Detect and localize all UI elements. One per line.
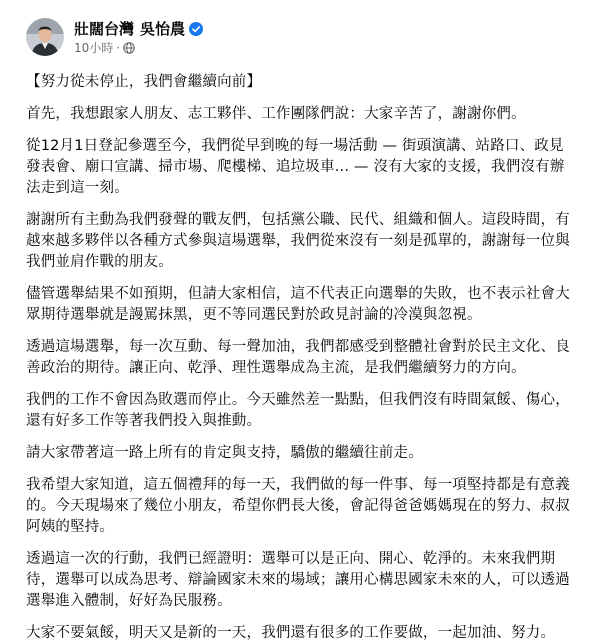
avatar[interactable]: [26, 18, 64, 56]
page-name-link[interactable]: 壯闊台灣: [74, 19, 135, 38]
post-paragraph: 儘管選舉結果不如預期，但請大家相信，這不代表正向選舉的失敗，也不表示社會大眾期待選舉就是謾罵抹黑，更不等同選民對於政見討論的冷漠與忽視。: [26, 286, 570, 323]
post-paragraph: 大家不要氣餒，明天又是新的一天，我們還有很多的工作要做，一起加油、努力。: [26, 625, 556, 641]
post-meta: [74, 19, 203, 56]
globe-icon[interactable]: [123, 42, 135, 54]
post-paragraph: 透過這場選舉，每一次互動、每一聲加油，我們都感受到整體社會對於民主文化、良善政治的期待。讓正向、乾淨、理性選舉成為主流，是我們繼續努力的方向。: [26, 339, 570, 376]
meta-separator: ·: [116, 40, 121, 55]
post-paragraph: 透過這一次的行動，我們已經證明：選舉可以是正向、開心、乾淨的。未來我們期待，選舉可以成為思考、辯論國家未來的場域；讓用心構思國家未來的人，可以透過選舉進入體制，好好為民服務。: [26, 551, 570, 609]
post-paragraph: 我希望大家知道，這五個禮拜的每一天，我們做的每一件事、每一項堅持都是有意義的。今天現場來了幾位小朋友，希望你們長大後，會記得爸爸媽媽現在的努力、叔叔阿姨的堅持。: [26, 477, 570, 535]
post-body: [16, 72, 584, 644]
verified-badge-icon: [189, 22, 203, 36]
author-name-row: [74, 19, 203, 39]
post-timestamp[interactable]: 10小時: [74, 40, 114, 55]
post-paragraph: 首先，我想跟家人朋友、志工夥伴、工作團隊們說：大家辛苦了，謝謝你們。: [26, 106, 526, 122]
post-paragraph: 請大家帶著這一路上所有的肯定與支持，驕傲的繼續往前走。: [26, 445, 423, 461]
post-title: 【努力從未停止，我們會繼續向前】: [26, 74, 262, 90]
post-paragraph: 謝謝所有主動為我們發聲的戰友們，包括黨公職、民代、組織和個人。這段時間，有越來越多夥伴以各種方式參與這場選舉，我們從來沒有一刻是孤單的，謝謝每一位與我們並肩作戰的朋友。: [26, 212, 570, 270]
post-sub-meta: [74, 40, 203, 56]
post-paragraph: 從12月1日登記參選至今，我們從早到晚的每一場活動 — 街頭演講、站路口、政見發表會、廟口宣講、掃市場、爬樓梯、追垃圾車... — 沒有大家的支援，我們沒有辦法走到這一刻。: [26, 138, 565, 196]
avatar-image: [26, 18, 64, 56]
person-name-link[interactable]: 吳怡農: [140, 19, 186, 38]
post-paragraph: 我們的工作不會因為敗選而停止。今天雖然差一點點，但我們沒有時間氣餒、傷心，還有好多工作等著我們投入與推動。: [26, 392, 570, 429]
post-header: [16, 14, 584, 60]
